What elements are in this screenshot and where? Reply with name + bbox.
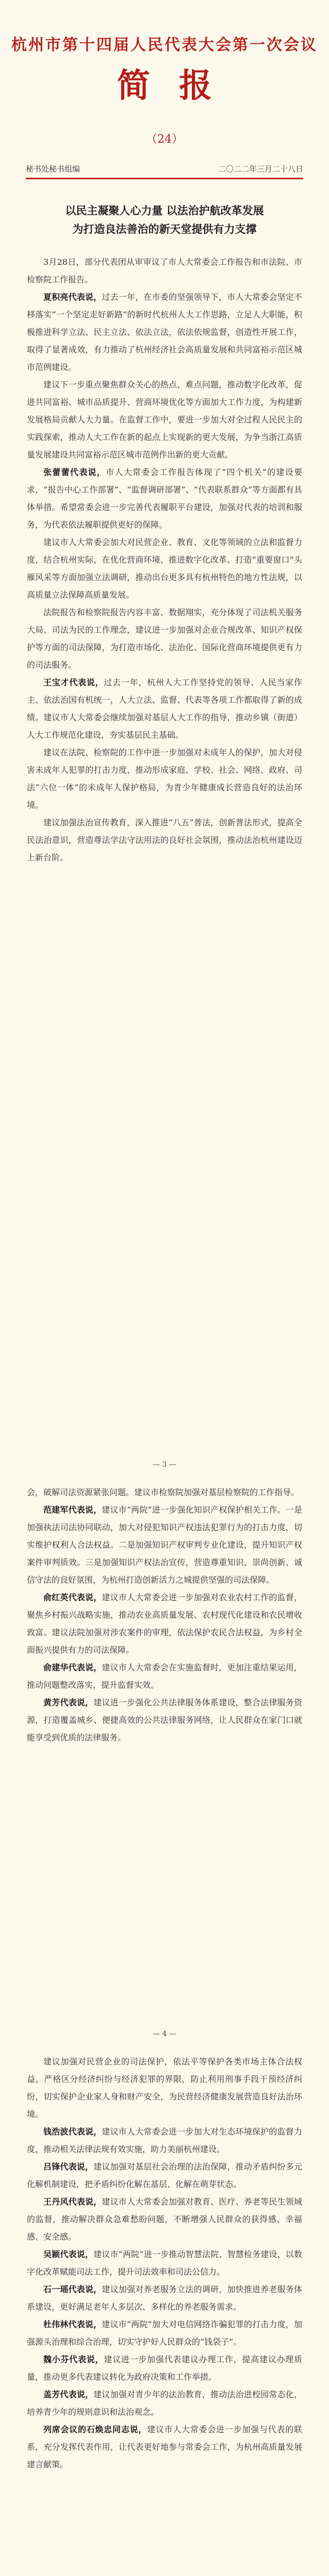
article-body-part-1 <box>27 253 302 1449</box>
paragraph: 建议下一步重点聚焦群众关心的热点、难点问题，推动数字化改革，促进共同富裕、城市品质提升、营商环境优化等方面加大工作力度，为构建新发展格局贡献人大力量。在监督工作中，要进一步加大对全过程人民民主的实践探索，推动人大工作在新的起点上实现新的更大发展，为争当浙江高质量发展建设共同富裕示范区城市范例作出新的更大贡献。 <box>27 380 302 460</box>
page-number-4: — 4 — <box>153 2030 176 2038</box>
page-number-3: — 3 — <box>153 1461 176 1469</box>
briefing-issue-number: （24） <box>146 133 183 146</box>
paragraph: 吴颖代表说，建议市“两院”进一步推动智慧法院、智慧检务建设，以数字化改革赋能司法工作，提升司法效率和司法公信力。 <box>27 2249 302 2277</box>
paragraph: 范建军代表说，建议市“两院”进一步强化知识产权保护相关工作。一是加强执法司法协同联动，加大对侵犯知识产权违法犯罪行为的打击力度，切实维护权利人合法权益。二是加强知识产权审判专业化建设，提升知识产权案件审判质效。三是加强知识产权法治宣传，营造尊重知识、崇尚创新、诚信守法的良好氛围，为杭州打造创新活力之城提供坚强的司法保障。 <box>27 1505 302 1585</box>
paragraph: 建议在法院、检察院的工作中进一步加强对未成年人的保护，加大对侵害未成年人犯罪的打击力度，推动形成家庭、学校、社会、网络、政府、司法“六位一体”的未成年人保护格局，为青少年健康成长营造良好的法治环境。 <box>27 748 302 810</box>
paragraph: 夏积亮代表说，过去一年，在市委的坚强领导下，市人大常委会坚定不移落实“一个坚定走好新路”的新时代杭州人大工作思路，立足人大职能，积极推进科学立法、民主立法、依法立法，依法依规监督，创造性开展工作，取得了显著成效，有力推动了杭州经济社会高质量发展和共同富裕示范区城市范例建设。 <box>27 292 302 372</box>
paragraph: 杜伟林代表说，建议市“两院”加大对电信网络诈骗犯罪的打击力度，加强源头治理和综合治理，切实守护好人民群众的“钱袋子”。 <box>27 2319 302 2347</box>
paragraph: 吕锋代表说，建议加强对基层社会治理的法治保障，推动矛盾纠纷多元化解机制建设，把矛盾纠纷化解在基层、化解在萌芽状态。 <box>27 2162 302 2189</box>
paragraph: 列席会议的石焕忠同志说，建议市人大常委会进一步加强与代表的联系，充分发挥代表作用，让代表更好地参与常委会工作，为杭州高质量发展建言献策。 <box>27 2425 302 2469</box>
paragraph: 俞红英代表说，建议市人大常委会进一步加强对农业农村工作的监督，聚焦乡村振兴战略实施，推动农业高质量发展、农村现代化建设和农民增收致富。建议法院加强对涉农案件的审理，依法保护农民合法权益，为乡村全面振兴提供有力的司法保障。 <box>27 1592 302 1655</box>
article-body-part-2 <box>27 1484 302 2020</box>
paragraph: 法院报告和检察院报告内容丰富、数据翔实，充分体现了司法机关服务大局、司法为民的工作理念，建议进一步加强对企业合规改革、知识产权保护等方面的司法保障，为打造市场化、法治化、国际化营商环境提供更有力的司法服务。 <box>27 607 302 670</box>
paragraph: 黄芳代表说，建议进一步强化公共法律服务体系建设，整合法律服务资源，打造覆盖城乡、便捷高效的公共法律服务网络，让人民群众在家门口就能享受到优质的法律服务。 <box>27 1698 302 1742</box>
briefing-header-title: 杭州市第十四届人民代表大会第一次会议 <box>11 36 318 54</box>
paragraph: 钱浩波代表说，建议市人大常委会进一步加大对生态环境保护的监督力度，推动相关法律法规有效实施，助力美丽杭州建设。 <box>27 2127 302 2154</box>
paragraph: 建议市人大常委会加大对民营企业、教育、文化等领域的立法和监督力度，结合杭州实际，在优化营商环境、推进数字化改革、打造“重要窗口”头雁风采等方面加强立法调研，推动出台更多具有杭州特色的地方性法规，以高质量立法保障高质量发展。 <box>27 537 302 600</box>
paragraph: 王丹风代表说，建议市人大常委会加强对教育、医疗、养老等民生领域的监督，推动解决群众急难愁盼问题，不断增强人民群众的获得感、幸福感、安全感。 <box>27 2197 302 2242</box>
briefing-org: 秘书处秘书组编 <box>26 164 80 174</box>
briefing-date: 二〇二二年三月二十八日 <box>218 164 303 174</box>
briefing-big-title: 简报 <box>117 66 241 105</box>
paragraph: 3月28日，部分代表团从审审议了市人大常委会工作报告和市法院、市检察院工作报告。 <box>27 257 302 284</box>
paragraph: 会，破解司法资源紧张问题。建议市检察院加强对基层检察院的工作指导。 <box>27 1487 300 1497</box>
paragraph: 张蕾蕾代表说，市人大常委会工作报告体现了“四个机关”的建设要求，“报告中心工作部署”、“监督调研部署”、“代表联系群众”等方面都有具体举措。希望常委会进一步完善代表履职平台建设，加强对代表的培训和服务，为代表依法履职提供更好的保障。 <box>27 467 302 530</box>
paragraph: 魏小芬代表说，建议进一步加强代表建议办理工作，提高建议办理质量，推动更多代表建议转化为政府决策和工作举措。 <box>27 2354 302 2382</box>
paragraph: 王宝才代表说，过去一年，杭州人大工作坚持党的领导、人民当家作主、依法治国有机统一，人大立法、监督、代表等各项工作都取得了新的成绩。建议市人大常委会继续加强对基层人大工作的指导，推动乡镇（街道）人大工作规范化建设，夯实基层民主基础。 <box>27 677 302 740</box>
paragraph: 俞建华代表说，建议市人大常委会在实施监督时，更加注重结果运用，推动问题整改落实，提升监督实效。 <box>27 1663 302 1690</box>
header-red-rule <box>26 178 303 179</box>
article-title-line-2: 为打造良法善治的新天堂提供有力支撑 <box>72 223 257 235</box>
article-title-line-1: 以民主凝聚人心力量 以法治护航改革发展 <box>65 204 264 217</box>
paragraph: 建议加强法治宣传教育，深入推进“八五”普法，创新普法形式，提高全民法治意识，营造尊法学法守法用法的良好社会氛围，推动法治杭州建设迈上新台阶。 <box>27 818 302 862</box>
article-body-part-3 <box>27 2053 302 2576</box>
paragraph: 建议加强对民营企业的司法保护，依法平等保护各类市场主体合法权益，严格区分经济纠纷与经济犯罪的界限，防止利用刑事手段干预经济纠纷，切实保护企业家人身和财产安全，为民营经济健康发展营造良好法治环境。 <box>27 2057 302 2119</box>
paragraph: 盖芳代表说，建议加强对青少年的法治教育，推动法治进校园常态化，培养青少年的规则意识和法治观念。 <box>27 2389 302 2417</box>
paragraph: 石一瑶代表说，建议加强对养老服务立法的调研，加快推进养老服务体系建设，更好满足老年人多层次、多样化的养老服务需求。 <box>27 2284 302 2312</box>
